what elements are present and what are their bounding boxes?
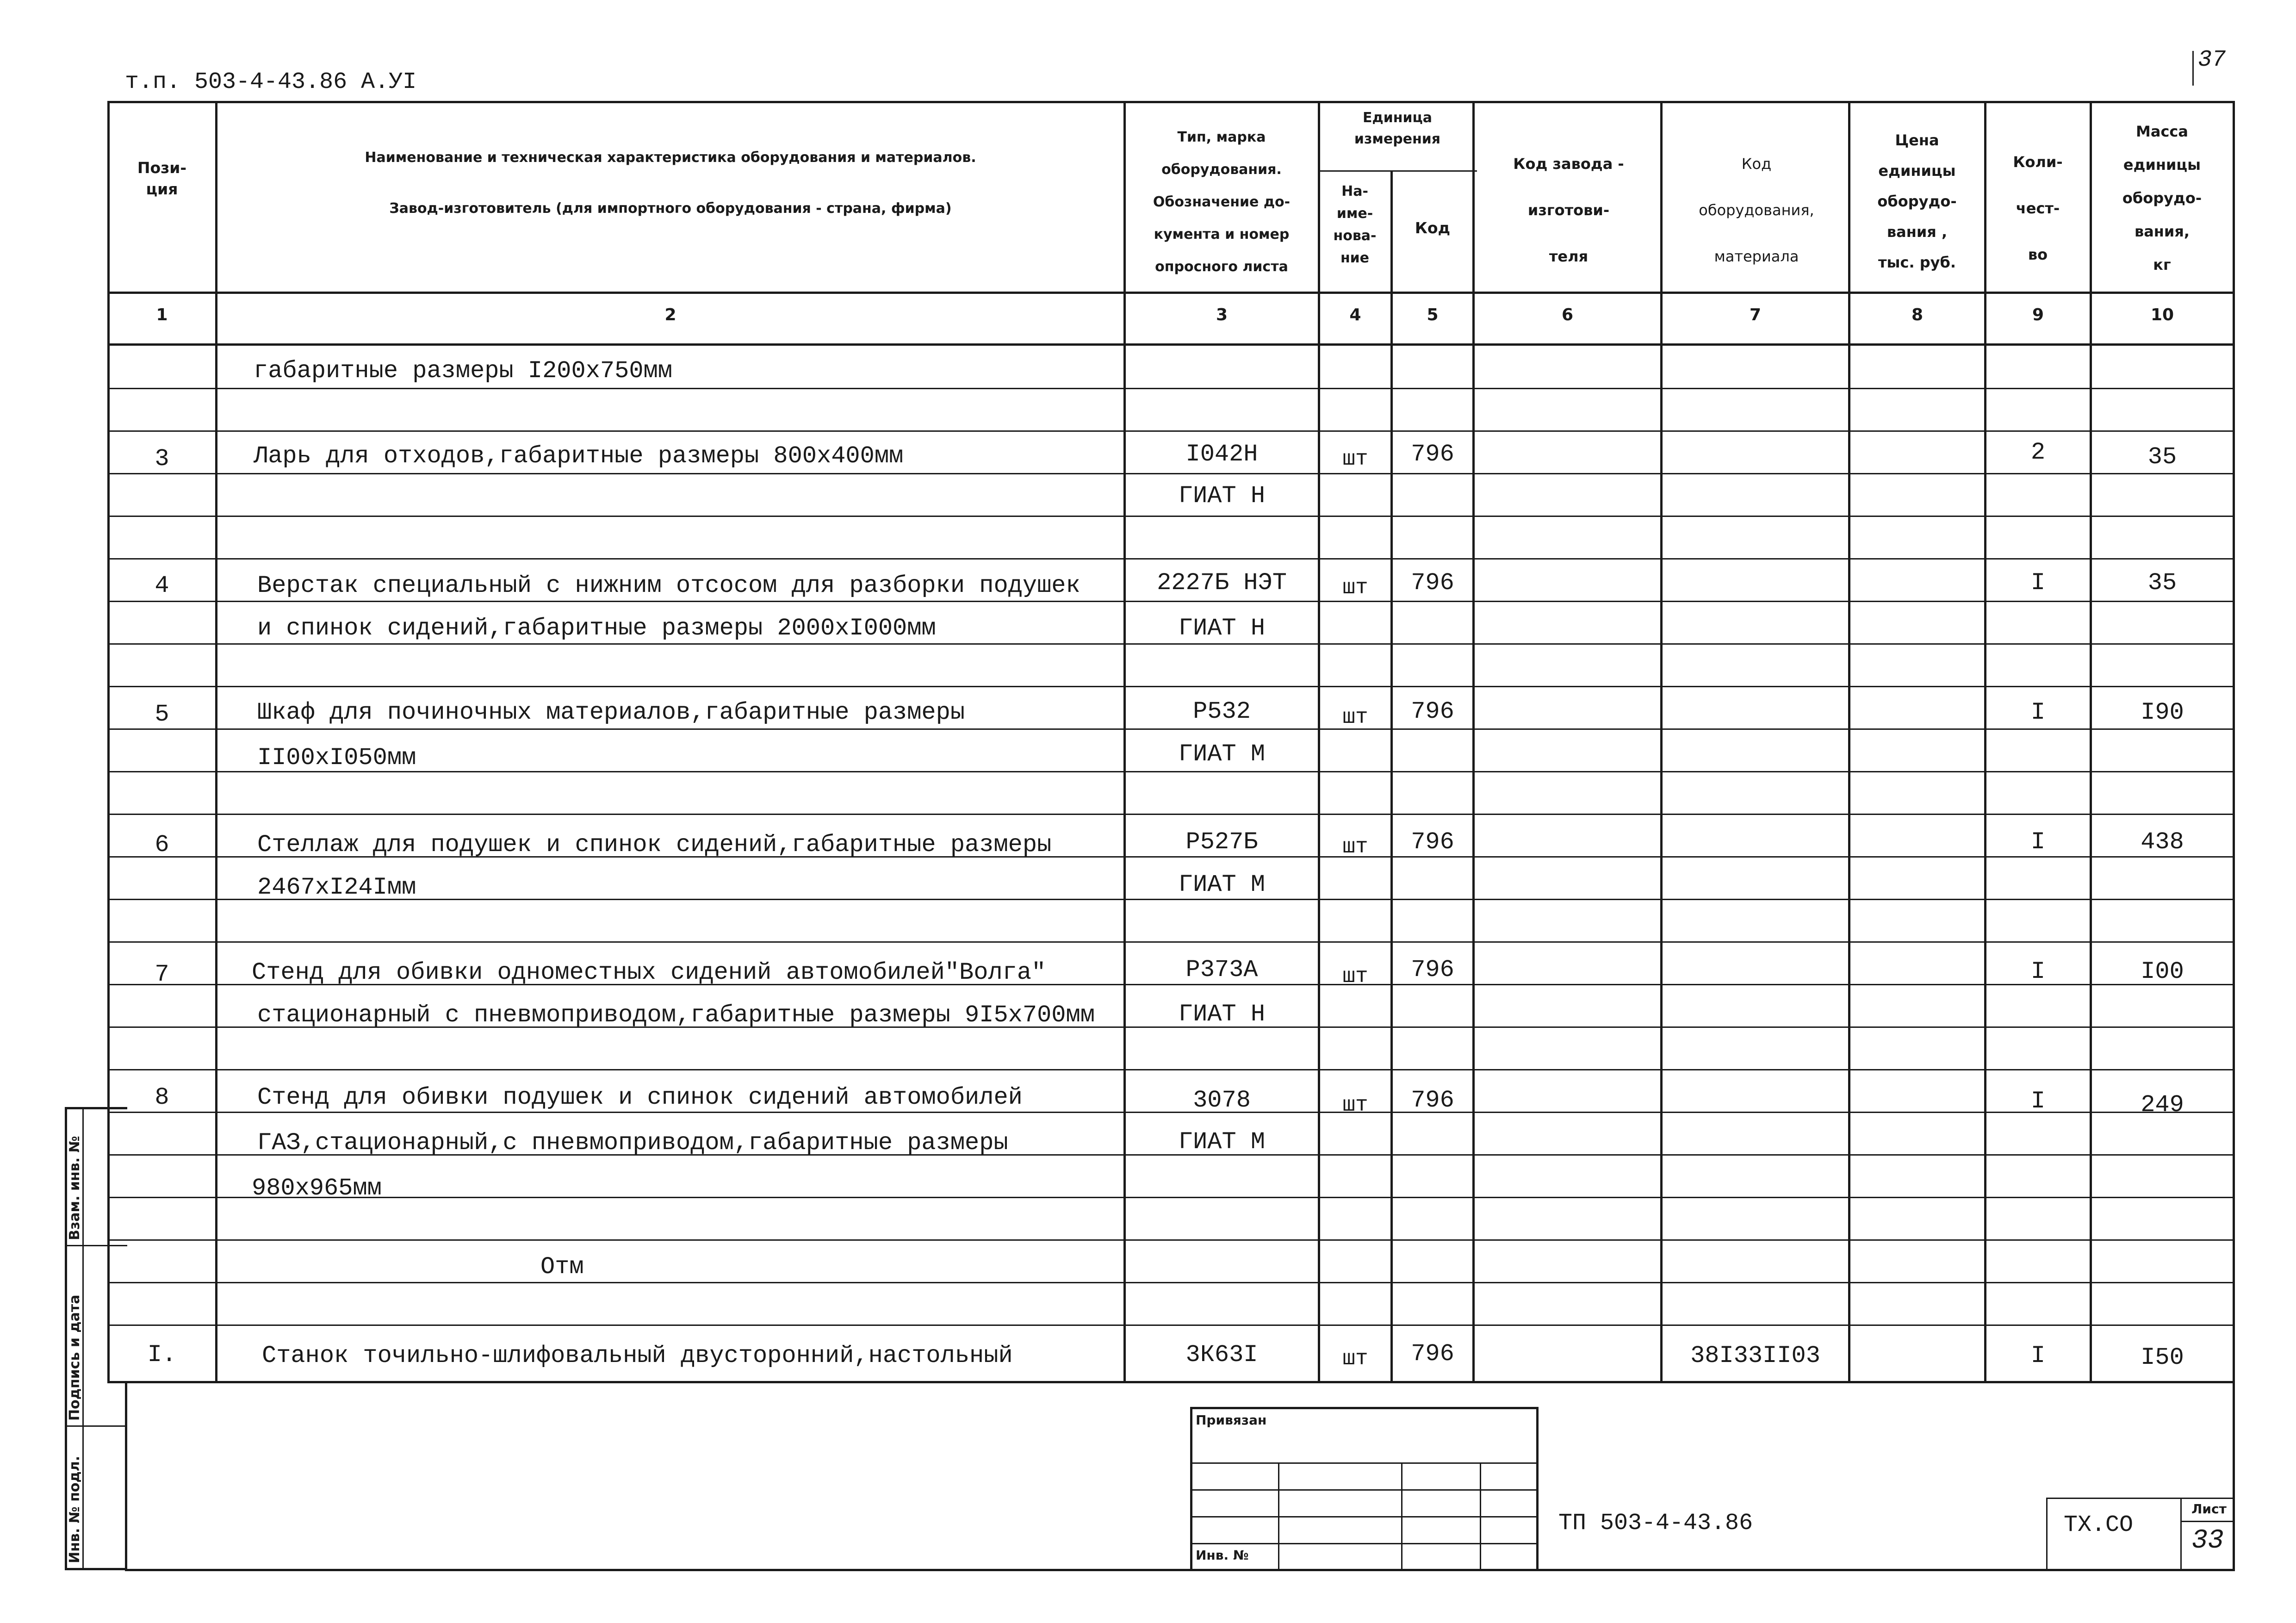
row-name: стационарный с пневмоприводом,габаритные размеры 9I5x700мм [257, 1001, 1095, 1029]
stamp-mark: ТХ.СО [2064, 1512, 2134, 1538]
row-mass: I90 [2141, 699, 2184, 726]
page-mark: 37 [2198, 47, 2226, 73]
row-type: ГИАТ Н [1178, 615, 1266, 642]
row-position: 6 [155, 831, 169, 858]
row-quantity: I [2030, 958, 2046, 985]
row-type: 3К63I [1185, 1341, 1258, 1368]
header-unit-name: На- име- нова- ние [1333, 183, 1377, 266]
header-factory-code: Код завода - изготови- теля [1513, 155, 1624, 265]
row-type: ГИАТ М [1178, 1128, 1266, 1156]
header-quantity: Коли- чест- во [2013, 153, 2063, 263]
col-number: 4 [1349, 305, 1361, 324]
header-name-line2: Завод-изготовитель (для импортного оборудования - страна, фирма) [389, 200, 952, 217]
col-number: 10 [2150, 305, 2174, 324]
row-code: 796 [1411, 698, 1454, 725]
col-number: 8 [1911, 305, 1924, 324]
row-name: и спинок сидений,габаритные размеры 2000xI000мм [257, 615, 936, 642]
row-position: 8 [155, 1084, 169, 1111]
col-number: 2 [664, 305, 676, 324]
row-mass: 249 [2141, 1091, 2184, 1119]
row-mass: I00 [2141, 958, 2184, 985]
header-price: Цена единицы оборудо- вания , тыс. руб. [1877, 131, 1957, 271]
row-unit: шт [1342, 705, 1368, 729]
row-unit: шт [1342, 1347, 1368, 1371]
row-position: 7 [155, 961, 169, 988]
col-number: 6 [1561, 305, 1574, 324]
side-field-replace-inv: Взам. инв. № [67, 1136, 83, 1240]
header-name-line1: Наименование и техническая характеристика оборудования и материалов. [365, 149, 976, 166]
row-quantity: I [2030, 828, 2046, 856]
row-name: Станок точильно-шлифовальный двусторонний,настольный [262, 1342, 1013, 1369]
stamp-inv: Инв. № [1196, 1548, 1249, 1563]
row-name: 980x965мм [252, 1175, 382, 1202]
row-name: 2467xI24Iмм [257, 874, 416, 901]
stamp-sheet-label: Лист [2191, 1501, 2227, 1517]
row-quantity: I [2030, 1088, 2046, 1115]
row-name: II00xI050мм [257, 744, 416, 771]
row-mass: 35 [2147, 569, 2177, 597]
row-type: 3078 [1193, 1087, 1251, 1114]
row-name: Отм [540, 1253, 584, 1281]
stamp-attached: Привязан [1196, 1412, 1267, 1428]
row-type: Р532 [1193, 698, 1251, 725]
row-type: Р527Б [1185, 828, 1258, 856]
header-mass: Масса единицы оборудо- вания, кг [2122, 123, 2202, 274]
col-number: 9 [2032, 305, 2044, 324]
row-name: Стенд для обивки подушек и спинок сидений автомобилей [257, 1084, 1023, 1111]
document-code: т.п. 503-4-43.86 А.УI [125, 69, 417, 95]
row-type: ГИАТ М [1178, 871, 1266, 898]
stamp-doc-code: ТП 503-4-43.86 [1558, 1510, 1753, 1536]
row-unit: шт [1342, 835, 1368, 859]
row-mass: 438 [2141, 828, 2184, 856]
row-type: I042H [1185, 441, 1258, 468]
row-quantity: 2 [2030, 439, 2046, 466]
header-unit: Единица измерения [1354, 110, 1441, 147]
row-position: 3 [155, 445, 169, 473]
row-unit: шт [1342, 447, 1368, 471]
row-type: ГИАТ Н [1178, 482, 1266, 510]
header-type: Тип, марка оборудования. Обозначение до- кумента и номер опросного листа [1153, 129, 1291, 275]
row-type: ГИАТ Н [1178, 1001, 1266, 1028]
row-code: 796 [1411, 1340, 1454, 1368]
row-unit: шт [1342, 1093, 1368, 1117]
row-name: Верстак специальный с нижним отсосом для разборки подушек [257, 572, 1080, 599]
row-type: ГИАТ М [1178, 740, 1266, 768]
row-name: Стенд для обивки одноместных сидений автомобилей"Волга" [252, 959, 1046, 986]
row-quantity: I [2030, 699, 2046, 726]
row-code: 796 [1411, 956, 1454, 983]
col-number: 3 [1216, 305, 1228, 324]
row-mass: I50 [2141, 1344, 2184, 1371]
row-type: Р373А [1185, 956, 1258, 983]
row-name: Стеллаж для подушек и спинок сидений,габаритные размеры [257, 831, 1052, 858]
header-unit-code: Код [1415, 219, 1451, 237]
col-number: 1 [156, 305, 168, 324]
stamp-sheet-number: 33 [2191, 1526, 2224, 1556]
row-name: ГАЗ,стационарный,с пневмоприводом,габаритные размеры [257, 1129, 1008, 1157]
header-position: Пози- ция [137, 159, 187, 198]
col-number: 5 [1427, 305, 1439, 324]
row-quantity: I [2030, 1342, 2046, 1369]
row-position: I. [147, 1341, 177, 1368]
row-position: 5 [155, 701, 169, 728]
row-quantity: I [2030, 569, 2046, 597]
row-code: 796 [1411, 441, 1454, 468]
row-position: 4 [155, 572, 169, 599]
side-field-signature-date: Подпись и дата [67, 1294, 83, 1421]
row-unit: шт [1342, 964, 1368, 989]
row-equip-code: 38I33II03 [1690, 1342, 1820, 1369]
row-type: 2227Б НЭТ [1157, 569, 1287, 597]
row-mass: 35 [2147, 443, 2177, 471]
row-code: 796 [1411, 828, 1454, 856]
header-equip-code: Код оборудования, материала [1699, 155, 1814, 265]
side-field-inv-original: Инв. № подл. [67, 1455, 83, 1563]
row-name: Ларь для отходов,габаритные размеры 800x400мм [254, 442, 904, 470]
row-unit: шт [1342, 576, 1368, 600]
row-code: 796 [1411, 1087, 1454, 1114]
row-code: 796 [1411, 569, 1454, 597]
row-name: Шкаф для починочных материалов,габаритные размеры [257, 699, 965, 726]
col-number: 7 [1749, 305, 1762, 324]
row-name: габаритные размеры I200x750мм [254, 357, 672, 385]
page-mark-tick [2192, 51, 2194, 86]
